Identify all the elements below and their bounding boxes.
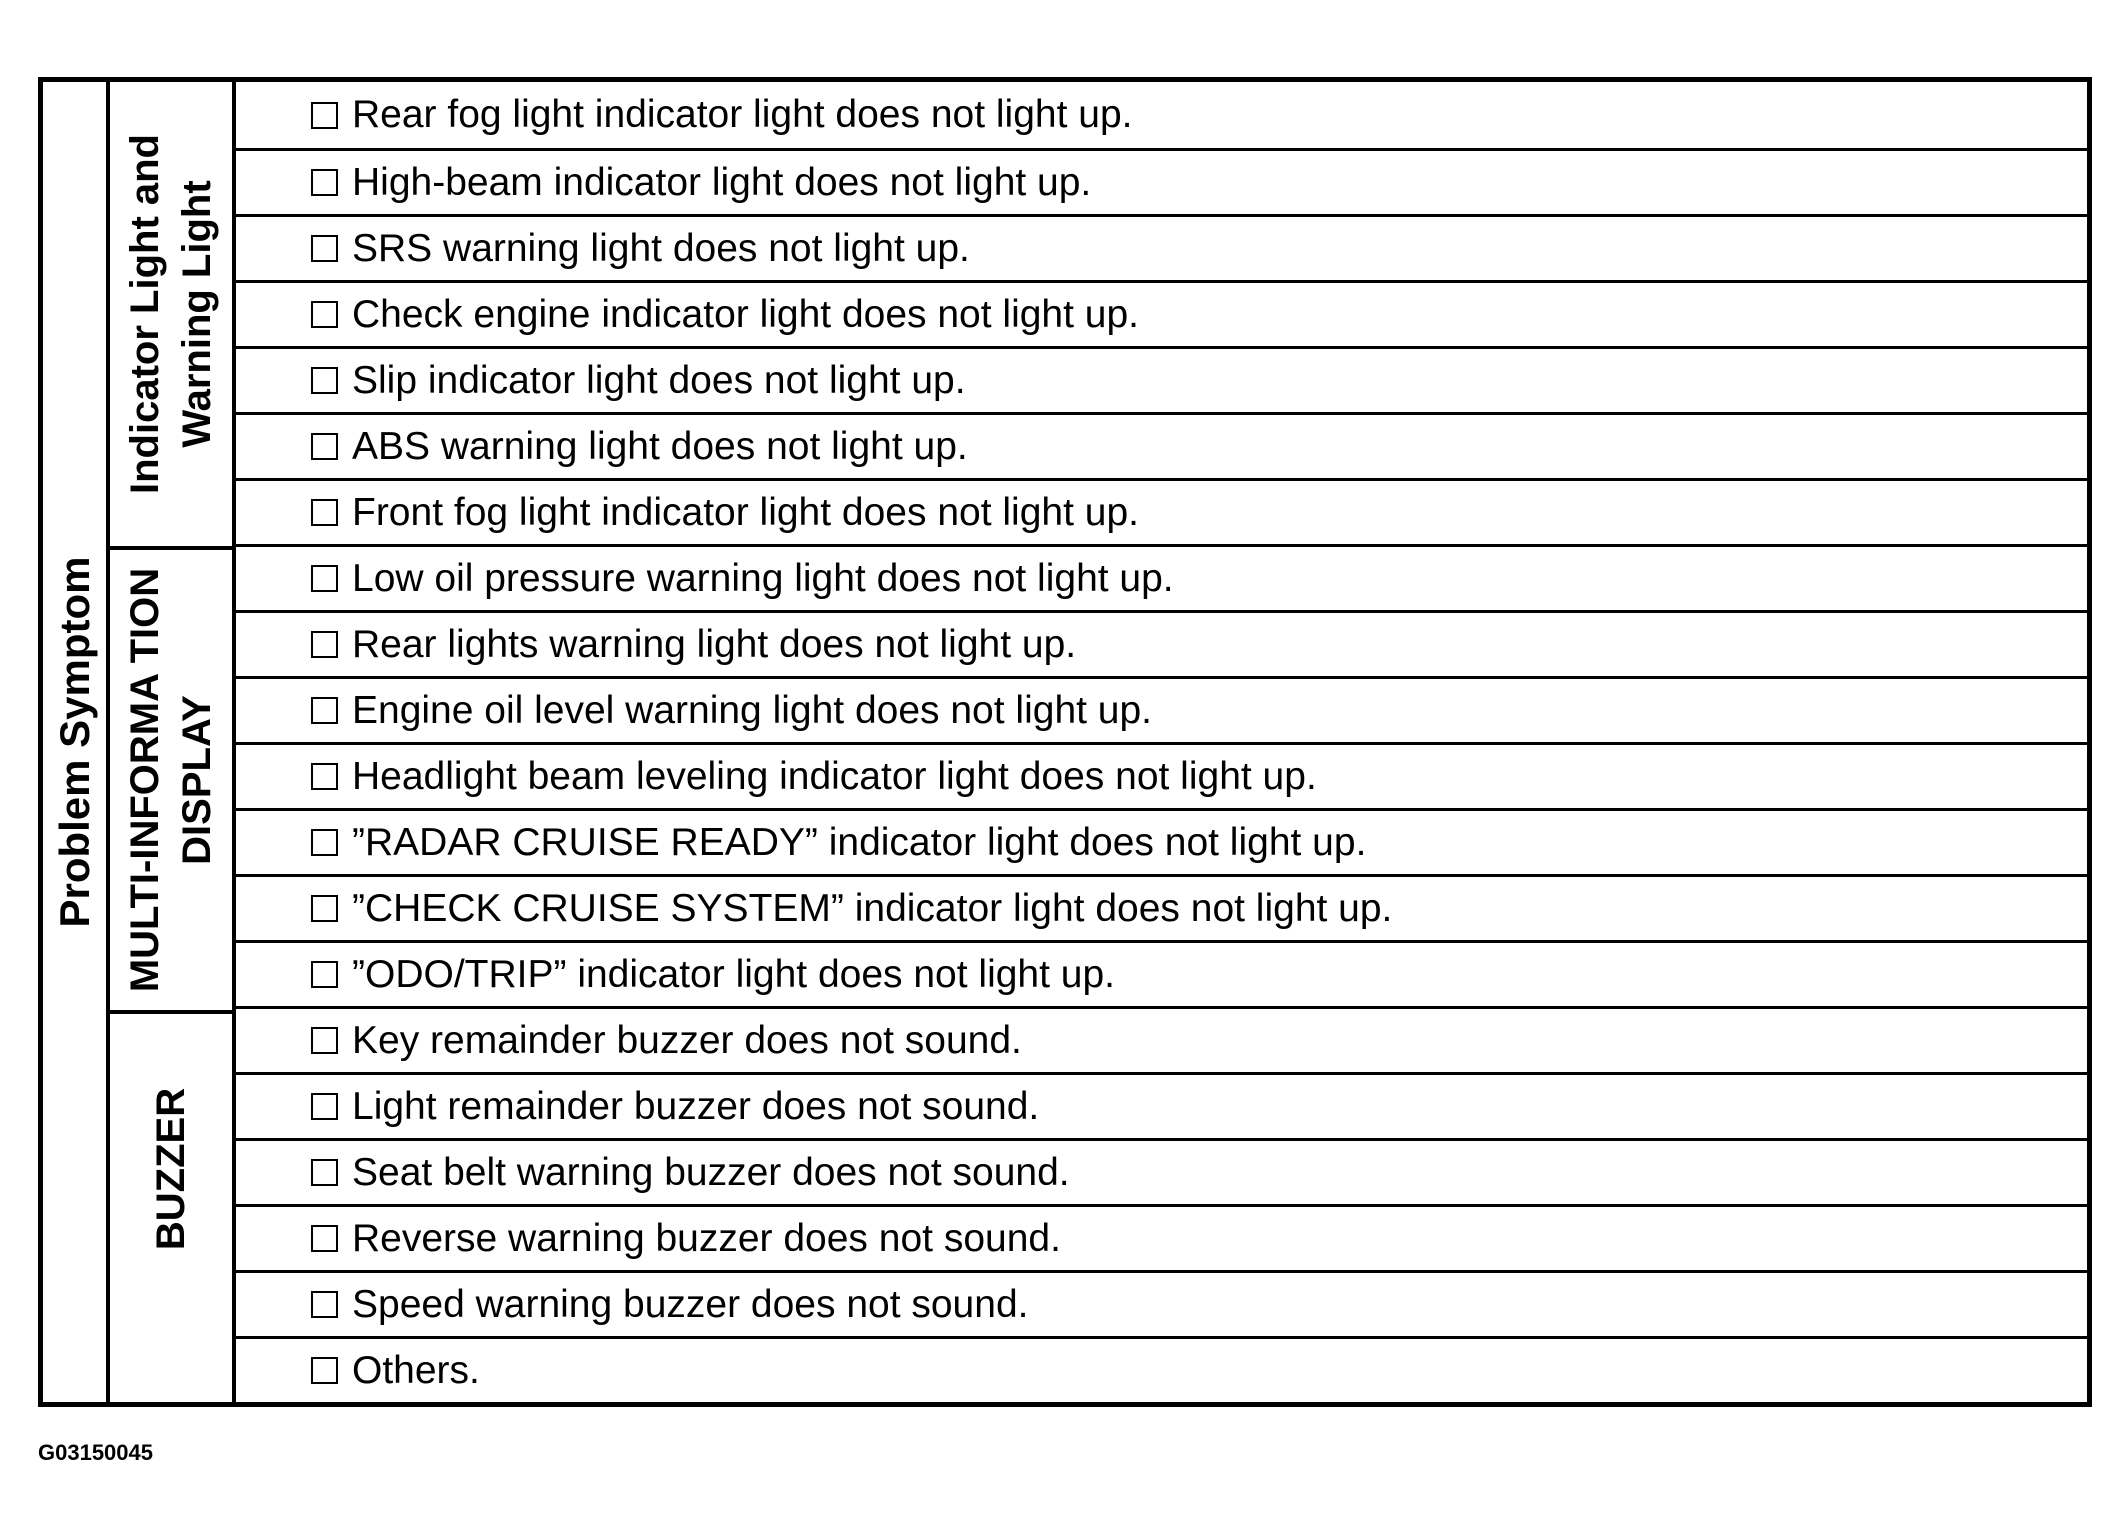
symptom-row: [236, 82, 2087, 148]
symptom-text: SRS warning light does not light up.: [352, 226, 970, 270]
symptom-text: Front fog light indicator light does not light up.: [352, 490, 1139, 534]
symptom-checkbox[interactable]: [311, 763, 338, 790]
symptom-text: ”CHECK CRUISE SYSTEM” indicator light does not light up.: [352, 886, 1393, 930]
group-label: [145, 1088, 197, 1250]
symptom-checkbox[interactable]: [311, 1225, 338, 1252]
symptom-checkbox[interactable]: [311, 235, 338, 262]
symptom-text: Engine oil level warning light does not light up.: [352, 688, 1153, 732]
symptom-row: [236, 940, 2087, 1006]
symptom-row: [236, 346, 2087, 412]
symptom-text: Light remainder buzzer does not sound.: [352, 1084, 1040, 1128]
symptom-row: [236, 1204, 2087, 1270]
symptom-row: [236, 412, 2087, 478]
symptom-rows: [236, 82, 2087, 1402]
symptom-checkbox[interactable]: [311, 367, 338, 394]
symptom-text: Key remainder buzzer does not sound.: [352, 1018, 1022, 1062]
symptom-checkbox[interactable]: [311, 102, 338, 129]
symptom-row: [236, 742, 2087, 808]
symptom-text: Reverse warning buzzer does not sound.: [352, 1216, 1061, 1260]
symptom-text: ABS warning light does not light up.: [352, 424, 968, 468]
group-label-line1: MULTI-INFORMA TION: [123, 567, 167, 993]
symptom-checkbox[interactable]: [311, 1357, 338, 1384]
group-label-column: [110, 82, 236, 1402]
symptom-checkbox[interactable]: [311, 895, 338, 922]
group-label-line2: DISPLAY: [175, 695, 219, 865]
symptom-checkbox[interactable]: [311, 1093, 338, 1120]
symptom-text: Headlight beam leveling indicator light does not light up.: [352, 754, 1317, 798]
symptom-text: Rear lights warning light does not light up.: [352, 622, 1077, 666]
group-label: [119, 568, 223, 992]
symptom-row: [236, 214, 2087, 280]
symptom-text: High-beam indicator light does not light up.: [352, 160, 1092, 204]
symptom-checkbox[interactable]: [311, 631, 338, 658]
symptom-row: [236, 544, 2087, 610]
symptom-checkbox[interactable]: [311, 169, 338, 196]
symptom-checkbox[interactable]: [311, 829, 338, 856]
symptom-checkbox[interactable]: [311, 499, 338, 526]
symptom-checkbox[interactable]: [311, 961, 338, 988]
symptom-text: Check engine indicator light does not light up.: [352, 292, 1140, 336]
symptom-row: [236, 1336, 2087, 1402]
symptom-text: Slip indicator light does not light up.: [352, 358, 966, 402]
symptom-text: Speed warning buzzer does not sound.: [352, 1282, 1029, 1326]
symptom-text: Others.: [352, 1348, 480, 1392]
symptom-row: [236, 1138, 2087, 1204]
group-label-line2: Warning Light: [175, 180, 219, 448]
symptom-checkbox[interactable]: [311, 1159, 338, 1186]
group-buzzer: [110, 1010, 232, 1402]
symptom-checkbox[interactable]: [311, 1027, 338, 1054]
symptom-checkbox[interactable]: [311, 697, 338, 724]
symptom-text: Low oil pressure warning light does not light up.: [352, 556, 1174, 600]
symptom-row: [236, 478, 2087, 544]
symptom-row: [236, 1006, 2087, 1072]
symptom-row: [236, 808, 2087, 874]
group-label-line1: Indicator Light and: [123, 134, 167, 494]
outer-label-cell: [43, 82, 110, 1402]
symptom-row: [236, 148, 2087, 214]
group-label-line1: BUZZER: [149, 1088, 193, 1251]
symptom-row: [236, 676, 2087, 742]
symptom-checkbox[interactable]: [311, 1291, 338, 1318]
symptom-row: [236, 874, 2087, 940]
problem-symptom-label: Problem Symptom: [50, 556, 98, 928]
symptom-text: ”ODO/TRIP” indicator light does not light up.: [352, 952, 1115, 996]
figure-code: G03150045: [38, 1440, 153, 1465]
symptom-checkbox[interactable]: [311, 433, 338, 460]
symptom-checkbox[interactable]: [311, 565, 338, 592]
symptom-row: [236, 280, 2087, 346]
symptom-row: [236, 1270, 2087, 1336]
group-indicator-warning: [110, 82, 232, 546]
problem-symptom-table: [38, 77, 2092, 1407]
symptom-checkbox[interactable]: [311, 301, 338, 328]
symptom-row: [236, 1072, 2087, 1138]
symptom-row: [236, 610, 2087, 676]
group-multi-information: [110, 546, 232, 1010]
group-label: [119, 134, 223, 494]
symptom-text: Seat belt warning buzzer does not sound.: [352, 1150, 1070, 1194]
symptom-text: Rear fog light indicator light does not light up.: [352, 93, 1133, 136]
symptom-text: ”RADAR CRUISE READY” indicator light does not light up.: [352, 820, 1367, 864]
